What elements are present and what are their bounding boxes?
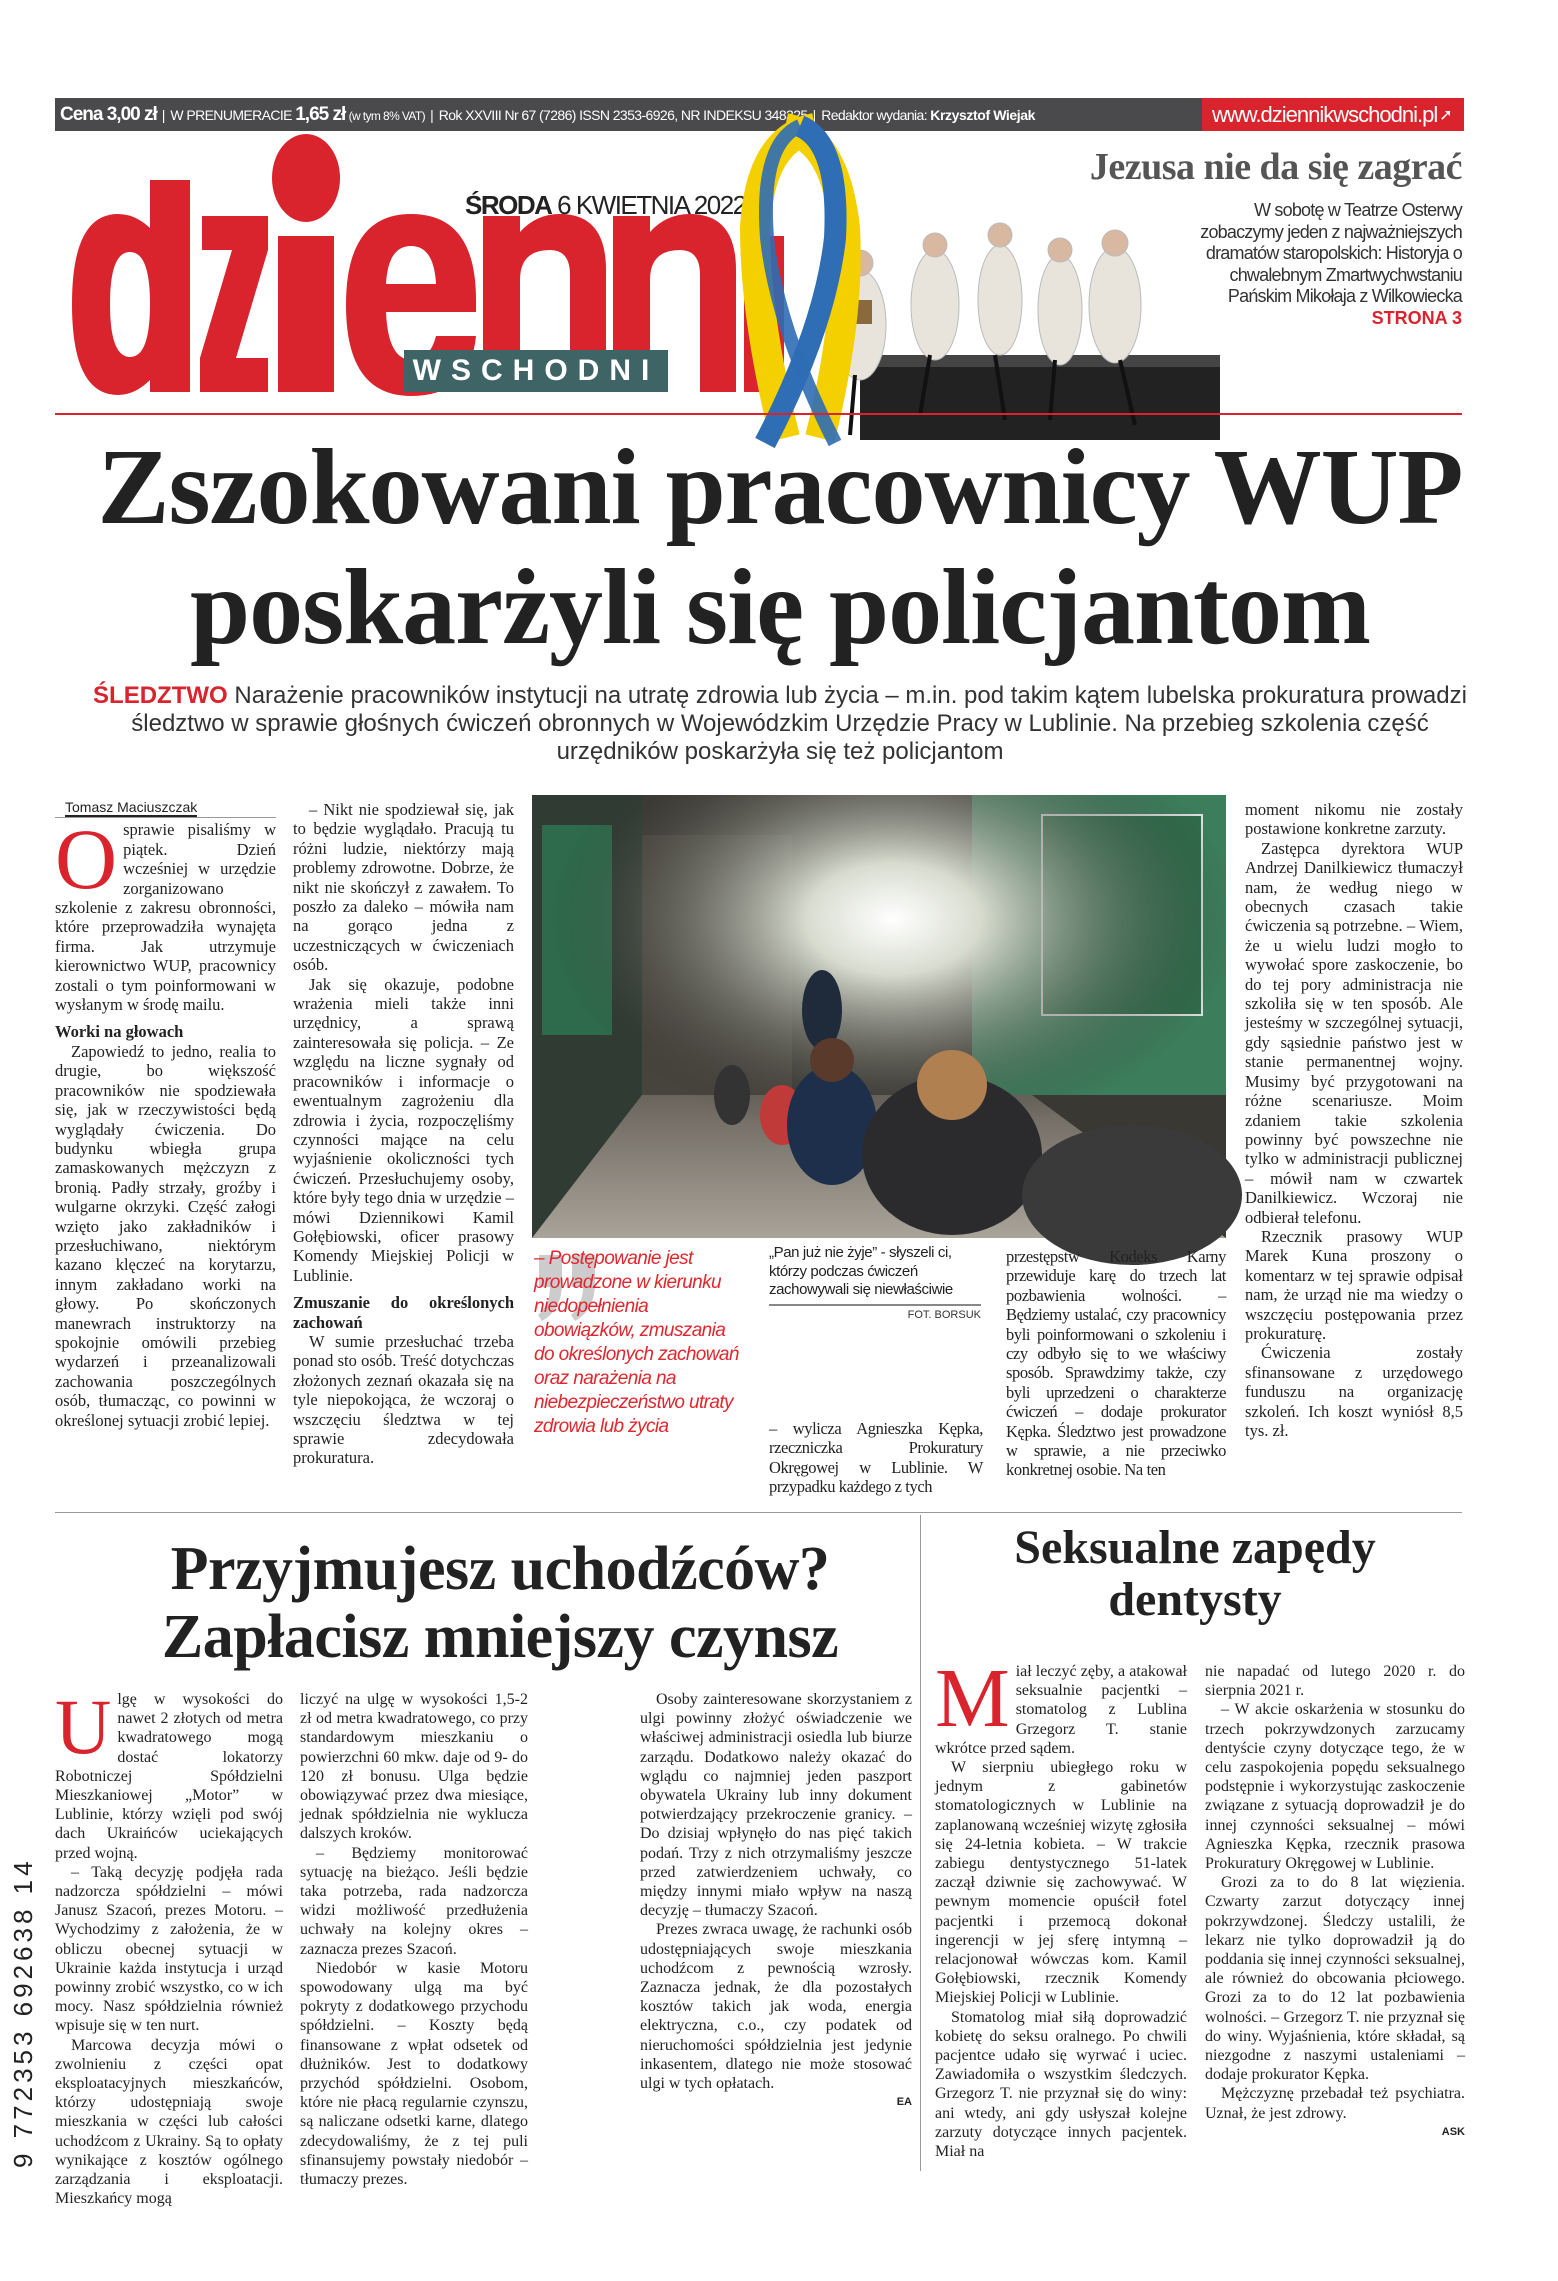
paragraph: sprawie pisaliśmy w piątek. Dzień wcześniej w urzędzie zorganizowano szkolenie z zakresu obronności, które przeprowadziła wynajęta firma. Jak utrzymuje kierownictwo WUP, pracownicy zostali o tym poinformowani w wysłanym w środę mailu. bbox=[55, 820, 276, 1015]
logo-i-dot bbox=[272, 134, 340, 222]
subscription-label: W PRENUMERACIE bbox=[170, 106, 292, 123]
article-column bbox=[55, 1683, 283, 2208]
column-divider bbox=[920, 1515, 921, 2171]
paragraph: W sumie przesłuchać trzeba ponad sto osób. Treść dotychczas złożonych zeznań okazała się na tyle niepokojąca, że wczoraj o wszczęciu śledztwa w tej sprawie zdecydowała prokuratura. bbox=[293, 1331, 514, 1468]
headline-line: Przyjmujesz uchodźców? bbox=[170, 1535, 830, 1603]
cursor-icon: ➚ bbox=[1439, 106, 1452, 124]
ukraine-ribbon-icon bbox=[725, 118, 875, 448]
author-signature: EA bbox=[896, 2096, 912, 2109]
paragraph: liczyć na ulgę w wysokości 1,5-2 zł od metra kwadratowego, co przy standardowym mieszkaniu o powierzchni 60 mkw. daje od 9- do 120 zł bonusu. Ulga będzie obowiązywać przez dwa miesiące, jednak spółdzielnia nie wyklucza dalszych kroków. bbox=[300, 1691, 528, 1843]
headline-line: poskarżyli się policjantom bbox=[190, 548, 1370, 667]
divider bbox=[55, 413, 1462, 415]
drop-cap: M bbox=[935, 1652, 1010, 1745]
paragraph: lgę w wysokości do nawet 2 złotych od metra kwadratowego mogą dostać lokatorzy Robotniczej Spółdzielni Mieszkaniowej „Motor” w Lublinie, którzy wzięli pod swój dach Ukraińców uciekających przed wojną. bbox=[55, 1691, 283, 1862]
photo-credit: FOT. BORSUK bbox=[769, 1304, 981, 1321]
divider: | bbox=[161, 106, 166, 123]
barcode bbox=[6, 1690, 46, 2168]
paragraph: W sierpniu ubiegłego roku w jednym z gabinetów stomatologicznych w Lublinie na zaplanowaną wcześniej wizytę zgłosiła się 24-letnia kobieta. – W trakcie zabiegu dentystycznego 51-latek zaczął dziwnie się zachowywać. W pewnym momencie opuścił fotel pacjentki i przemocą dokonał ingerencji w jej sferę intymną – relacjonował wówczas kom. Kamil Gołębiowski, rzecznik Komendy Miejskiej Policji w Lublinie. bbox=[935, 1759, 1187, 2007]
paragraph: Rzecznik prasowy WUP Marek Kuna proszony o komentarz w tej sprawie odpisał nam, że urząd nie ma wiedzy o wszczęciu postępowania przez prokuraturę. bbox=[1245, 1226, 1463, 1343]
article-column bbox=[640, 1690, 912, 2168]
article-column bbox=[1006, 1247, 1226, 1495]
stage-edge bbox=[860, 355, 1220, 367]
photo-caption: „Pan już nie żyje” - słyszeli ci, którzy podczas ćwiczeń zachowywali się niewłaściwie bbox=[769, 1244, 953, 1298]
headline-line: Zszokowani pracownicy WUP bbox=[97, 428, 1463, 547]
divider: | bbox=[812, 106, 817, 123]
weekday: ŚRODA bbox=[465, 190, 552, 220]
subheading: Worki na głowach bbox=[55, 1022, 184, 1042]
person-kneeling bbox=[1022, 1125, 1242, 1265]
photo-caption-box bbox=[769, 1244, 981, 1321]
paragraph: Marcowa decyzja mówi o zwolnieniu z części opat eksploatacyjnych mieszkańców, którzy udostępniają swoje mieszkania w części lub całości uchodźcom z Ukrainy. Są to opłaty wynikające z kosztów ogólnego zarządzania i eksploatacji. Mieszkańcy mogą bbox=[55, 2036, 283, 2208]
byline bbox=[55, 798, 276, 818]
person bbox=[714, 1065, 750, 1125]
person bbox=[802, 970, 842, 1050]
article-column bbox=[1245, 800, 1463, 1495]
website-link[interactable] bbox=[1202, 98, 1464, 131]
main-headline bbox=[40, 428, 1520, 668]
subheading: Zmuszanie do określonych zachowań bbox=[293, 1293, 514, 1332]
price: Cena 3,00 zł bbox=[60, 103, 157, 125]
paragraph: Jak się okazuje, podobne wrażenia mieli także inni urzędnicy, a sprawą zainteresowała się policja. – Ze względu na liczne sygnały od pracowników i informacje o ewentualnym zagrożeniu dla zdrowia i życia, rozpoczęliśmy czynności mające na celu wyjaśnienie okoliczności tych ćwiczeń. Przesłuchujemy osoby, które były tego dnia w urzędzie – mówi Dziennikowi Kamil Gołębiowski, oficer prasowy Komendy Miejskiej Policji w Lublinie. bbox=[293, 974, 514, 1285]
paragraph: Zastępca dyrektora WUP Andrzej Danilkiewicz tłumaczył nam, że według niego w obecnych czasach takie ćwiczenia są potrzebne. – Wiem, że u wielu ludzi mogło to wywołać spore zaskoczenie, bo do tej pory administracja nie szkoliła się w ten sposób. Ale jesteśmy w szczególnej sytuacji, gdy sąsiednie państwo jest w stanie permanentnej wojny. Musimy być przygotowani na różne scenariusze. Moim zdaniem takie szkolenia powinny być powszechne nie tylko w administracji publicznej – mówił nam w czwartek Danilkiewicz. Wczoraj nie odbierał telefonu. bbox=[1245, 838, 1463, 1227]
logo-letter-d bbox=[72, 180, 190, 395]
divider: | bbox=[430, 106, 434, 123]
editor-name: Krzysztof Wiejak bbox=[930, 106, 1036, 123]
date-text: 6 KWIETNIA 2022 r. bbox=[557, 190, 763, 220]
paragraph: – Taką decyzję podjęła rada nadzorcza spółdzielni – mówi Janusz Szacoń, prezes Motoru. – Wychodzimy z założenia, że w obliczu obecnej sytuacji w Ukrainie każda instytucja i urząd powinny zrobić wszystko, co w ich mocy. Nasz spółdzielnia również wpisuje się w ten nurt. bbox=[55, 1863, 283, 2035]
paragraph: – wylicza Agnieszka Kępka, rzeczniczka Prokuratury Okręgowej w Lublinie. W przypadku każdego z tych bbox=[769, 1419, 983, 1497]
vat-note: (w tym 8% VAT) bbox=[348, 108, 426, 123]
website-url[interactable]: www.dziennikwschodni.pl bbox=[1212, 101, 1438, 127]
paragraph: Stomatolog miał siłą doprowadzić kobietę do seksu oralnego. Po chwili pacjentce udało się wyrwać i uciec. Zawiadomiła o wszystkim śledczych. Grzegorz T. nie przyznał się do winy: ani wtedy, ani gdy usłyszał kolejne zarzuty dotyczące innych pacjentek. Miał na bbox=[935, 2008, 1187, 2161]
article-column bbox=[769, 1419, 983, 1495]
paragraph: Prezes zwraca uwagę, że rachunki osób udostępniających swoje mieszkania uchodźcom z pewnością wzrosły. Zaznacza jednak, że dla pozostałych kosztów takich jak woda, energia elektryczna, c.o., czy podatek od nieruchomości spółdzielnia jest jedynie inkasentem, dlatego nie może stosować ulgi w tych opłatach. bbox=[640, 1921, 912, 2093]
barcode-digits: 9 772353 692638 14 bbox=[8, 1857, 38, 2168]
article-column bbox=[55, 798, 276, 1495]
article-column bbox=[300, 1690, 528, 2189]
logo-letter-z bbox=[200, 216, 268, 392]
headline-line: dentysty bbox=[1108, 1573, 1282, 1626]
paragraph: Mężczyznę przebadał też psychiatra. Uznał, że jest zdrowy. bbox=[1205, 2085, 1465, 2122]
paragraph: Ćwiczenia zostały sfinansowane z urzędowego funduszu na organizację szkoleń. Ich koszt wyniósł 8,5 tys. zł. bbox=[1245, 1343, 1463, 1440]
drop-cap: U bbox=[55, 1683, 112, 1770]
logo-letter-i bbox=[278, 236, 334, 392]
paragraph: moment nikomu nie zostały postawione konkretne zarzuty. bbox=[1245, 800, 1463, 839]
article-column bbox=[1205, 1662, 1465, 2168]
pull-quote bbox=[534, 1247, 744, 1497]
drop-cap: O bbox=[55, 811, 118, 908]
paragraph: Osoby zainteresowane skorzystaniem z ulgi powinny złożyć oświadczenie we właściwej administracji osiedla lub biurze zarządu. Dodatkowo należy okazać do wglądu co najmniej jeden paszport obywatela Ukrainy lub inny dokument potwierdzający przekroczenie granicy. – Do dzisiaj wpłynęło do nas pięć takich podań. Trzy z nich otrzymaliśmy jeszcze przed zatwierdzeniem uchwały, co między innymi miało wpływ na naszą decyzję – tłumaczy Szacoń. bbox=[640, 1691, 912, 1920]
headline-line: Zapłacisz mniejszy czynsz bbox=[161, 1603, 839, 1671]
paragraph: – Nikt nie spodziewał się, jak to będzie wyglądało. Pracują tu różni ludzie, niektórzy mają problemy zdrowotne. Dobrze, że nikt nie skończył z zawałem. To poszło za daleko – mówiła nam na gorąco jedna z uczestniczących w ćwiczeniach osób. bbox=[293, 800, 514, 975]
paragraph: Zapowiedź to jedno, realia to drugie, bo większość pracowników nie spodziewała się, jak w rzeczywistości będą wyglądały ćwiczenia. Do budynku wbiegła grupa zamaskowanych mężczyzn z bronią. Padły strzały, groźby i wulgarne okrzyki. Część załogi wzięto jako zakładników i przesłuchiwano, niektórym kazano klęczeć na korytarzu, innym zakładano worki na głowy. Po skończonych manewrach instruktorzy na spokojnie omówili przebieg wydarzeń i przeanalizowali zachowania poszczególnych osób, tłumacząc, co powinni w określonej sytuacji zrobić lepiej. bbox=[55, 1041, 276, 1430]
article-photo bbox=[532, 795, 1226, 1238]
dentist-headline bbox=[960, 1522, 1430, 1626]
editor-label: Redaktor wydania: bbox=[821, 106, 927, 123]
article-column bbox=[935, 1652, 1187, 2168]
paragraph: Grozi za to do 8 lat więzienia. Czwarty zarzut dotyczący innej pokrzywdzonej. Śledczy ustalili, że lekarz nie tylko doprowadził ją do poddania się innej czynności seksualnej, ale również do obcowania płciowego. Grozi za to do 12 lat pozbawienia wolności. – Grzegorz T. nie przyznał się do winy. Wyjaśnienia, które składał, są niezgodne z naszymi ustaleniami – dodaje prokurator Kępka. bbox=[1205, 1874, 1465, 2084]
subscription-price: 1,65 zł bbox=[295, 103, 346, 125]
refugee-headline bbox=[100, 1535, 900, 1671]
paragraph: – W akcie oskarżenia w stosunku do trzech pokrzywdzonych zarzucamy dentyście czyny dotyczące tego, że w celu zaspokojenia popędu seksualnego podstępnie i wykorzystując zaskoczenie związane z sytuacją doprowadził je do innej czynności seksualnej – mówi Agnieszka Kępka, rzecznik prasowa Prokuratury Okręgowej w Lublinie. bbox=[1205, 1701, 1465, 1873]
author-signature: ASK bbox=[1441, 2125, 1465, 2138]
paragraph: iał leczyć zęby, a atakował seksualnie pacjentki – stomatolog z Lublina Grzegorz T. stanie wkrótce przed sądem. bbox=[935, 1663, 1187, 1757]
kicker: ŚLEDZTWO bbox=[93, 682, 228, 709]
teaser-text: W sobotę w Teatrze Osterwy zobaczymy jeden z najważniejszych dramatów staropolskich: Historyja o chwalebnym Zmartwychwstaniu Pańskim Mikołaja z Wilkowiecka bbox=[1200, 200, 1462, 307]
headline-line: Seksualne zapędy bbox=[1014, 1521, 1376, 1574]
divider bbox=[55, 1512, 1462, 1513]
lead-paragraph bbox=[80, 682, 1480, 766]
teaser-body bbox=[1180, 200, 1462, 330]
author-name: Tomasz Maciuszczak bbox=[65, 799, 198, 815]
article-column bbox=[293, 800, 514, 1495]
teaser-title[interactable]: Jezusa nie da się zagrać bbox=[1089, 146, 1462, 188]
paragraph: – Będziemy monitorować sytuację na bieżąco. Jeśli będzie taka potrzeba, rada nadzorcza widzi możliwość przedłużenia uchwały na kolejny okres – zaznacza prezes Szacoń. bbox=[300, 1844, 528, 1958]
logo-sub: WSCHODNI bbox=[404, 350, 668, 392]
paragraph: nie napadać od lutego 2020 r. do sierpnia 2021 r. bbox=[1205, 1663, 1465, 1700]
paragraph: przestępstw Kodeks Karny przewiduje karę do trzech lat pozbawienia wolności. – Będziemy ustalać, czy pracownicy byli poinformowani o szkoleniu i czy odbyło się to we właściwy sposób. Sprawdzimy także, czy byli uprzedzeni o charakterze ćwiczeń – dodaje prokurator Kępka. Śledztwo jest prowadzone w sprawie, a nie przeciwko konkretnej osobie. Na ten bbox=[1006, 1247, 1226, 1480]
issue-info: Rok XXVIII Nr 67 (7286) ISSN 2353-6926, NR INDEKSU 348325 bbox=[438, 106, 808, 123]
teaser-page-ref[interactable]: STRONA 3 bbox=[1371, 307, 1462, 328]
paragraph: Niedobór w kasie Motoru spowodowany ulgą ma być pokryty z dodatkowego przychodu spółdzielni. – Koszty będą finansowane z wpłat odsetek od dłużników. Jest to dodatkowy przychód spółdzielni. Osobom, które nie płacą regularnie czynszu, są naliczane odsetki karne, dlatego zdecydowaliśmy, że z tej puli sfinansujemy powstały niedobór – tłumaczy prezes. bbox=[300, 1959, 528, 2189]
pull-quote-text: – Postępowanie jest prowadzone w kierunku niedopełnienia obowiązków, zmuszania do określonych zachowań oraz narażenia na niebezpieczeństwo utraty zdrowia lub życia bbox=[534, 1248, 739, 1437]
lead-text: Narażenie pracowników instytucji na utratę zdrowia lub życia – m.in. pod takim kątem lubelska prokuratura prowadzi śledztwo w sprawie głośnych ćwiczeń obronnych w Wojewódzkim Urzędzie Pracy w Lublinie. Na przebieg szkolenia część urzędników poskarżyła się też policjantom bbox=[131, 682, 1467, 765]
issue-date bbox=[465, 190, 763, 221]
